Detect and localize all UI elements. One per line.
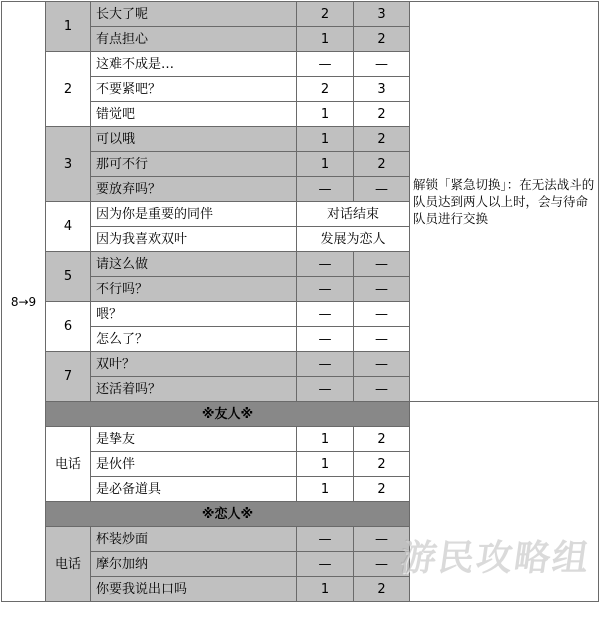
unlock-note: 解锁「紧急切换」：在无法战斗的队员达到两人以上时，会与待命队员进行交换 xyxy=(410,2,599,402)
value-a: 2 xyxy=(297,77,354,102)
value-a: 1 xyxy=(297,152,354,177)
value-a: — xyxy=(297,352,354,377)
value-a: — xyxy=(297,552,354,577)
value-b: 2 xyxy=(354,102,410,127)
value-a: 1 xyxy=(297,577,354,602)
value-b: 2 xyxy=(354,477,410,502)
group-label: 电话 xyxy=(46,527,91,602)
group-label: 2 xyxy=(46,52,91,127)
value-a: 1 xyxy=(297,127,354,152)
value-a: — xyxy=(297,377,354,402)
value-a: — xyxy=(297,277,354,302)
section-header-lover: ※恋人※ xyxy=(46,502,410,527)
option-text: 那可不行 xyxy=(91,152,297,177)
option-text: 你要我说出口吗 xyxy=(91,577,297,602)
value-b: 3 xyxy=(354,77,410,102)
option-text: 因为我喜欢双叶 xyxy=(91,227,297,252)
value-b: 2 xyxy=(354,452,410,477)
option-text: 杯装炒面 xyxy=(91,527,297,552)
value-b: — xyxy=(354,552,410,577)
value-a: — xyxy=(297,302,354,327)
option-text: 是挚友 xyxy=(91,427,297,452)
value-b: — xyxy=(354,177,410,202)
group-label: 6 xyxy=(46,302,91,352)
value-b: 2 xyxy=(354,427,410,452)
value-a: 1 xyxy=(297,27,354,52)
option-text: 是必备道具 xyxy=(91,477,297,502)
value-b: — xyxy=(354,352,410,377)
dialogue-choices-table xyxy=(1,1,599,602)
value-b: — xyxy=(354,277,410,302)
option-text: 这难不成是… xyxy=(91,52,297,77)
group-label: 3 xyxy=(46,127,91,202)
value-a: 1 xyxy=(297,452,354,477)
option-text: 因为你是重要的同伴 xyxy=(91,202,297,227)
option-text: 不行吗？ xyxy=(91,277,297,302)
value-a: 1 xyxy=(297,102,354,127)
option-text: 可以哦 xyxy=(91,127,297,152)
value-a: — xyxy=(297,252,354,277)
option-text: 喂？ xyxy=(91,302,297,327)
value-b: — xyxy=(354,302,410,327)
value-a: 1 xyxy=(297,477,354,502)
value-a: — xyxy=(297,52,354,77)
option-text: 不要紧吧？ xyxy=(91,77,297,102)
outcome-text: 对话结束 xyxy=(297,202,410,227)
group-label: 电话 xyxy=(46,427,91,502)
group-label: 5 xyxy=(46,252,91,302)
value-b: — xyxy=(354,252,410,277)
value-b: — xyxy=(354,52,410,77)
value-b: — xyxy=(354,377,410,402)
option-text: 摩尔加纳 xyxy=(91,552,297,577)
value-a: — xyxy=(297,527,354,552)
value-a: 2 xyxy=(297,2,354,27)
value-b: 2 xyxy=(354,127,410,152)
option-text: 长大了呢 xyxy=(91,2,297,27)
option-text: 错觉吧 xyxy=(91,102,297,127)
option-text: 请这么做 xyxy=(91,252,297,277)
group-label: 4 xyxy=(46,202,91,252)
value-b: — xyxy=(354,327,410,352)
option-text: 是伙伴 xyxy=(91,452,297,477)
value-a: — xyxy=(297,327,354,352)
empty-note-area xyxy=(410,402,599,602)
group-label: 1 xyxy=(46,2,91,52)
option-text: 有点担心 xyxy=(91,27,297,52)
outcome-text: 发展为恋人 xyxy=(297,227,410,252)
value-a: — xyxy=(297,177,354,202)
section-header-friend: ※友人※ xyxy=(46,402,410,427)
group-label: 7 xyxy=(46,352,91,402)
value-b: 2 xyxy=(354,577,410,602)
stage-cell: 8→9 xyxy=(2,2,46,602)
value-b: — xyxy=(354,527,410,552)
value-b: 2 xyxy=(354,152,410,177)
value-b: 2 xyxy=(354,27,410,52)
value-a: 1 xyxy=(297,427,354,452)
watermark-logo: 游民攻略组 xyxy=(397,538,594,579)
option-text: 要放弃吗？ xyxy=(91,177,297,202)
option-text: 还活着吗？ xyxy=(91,377,297,402)
value-b: 3 xyxy=(354,2,410,27)
option-text: 双叶？ xyxy=(91,352,297,377)
option-text: 怎么了？ xyxy=(91,327,297,352)
